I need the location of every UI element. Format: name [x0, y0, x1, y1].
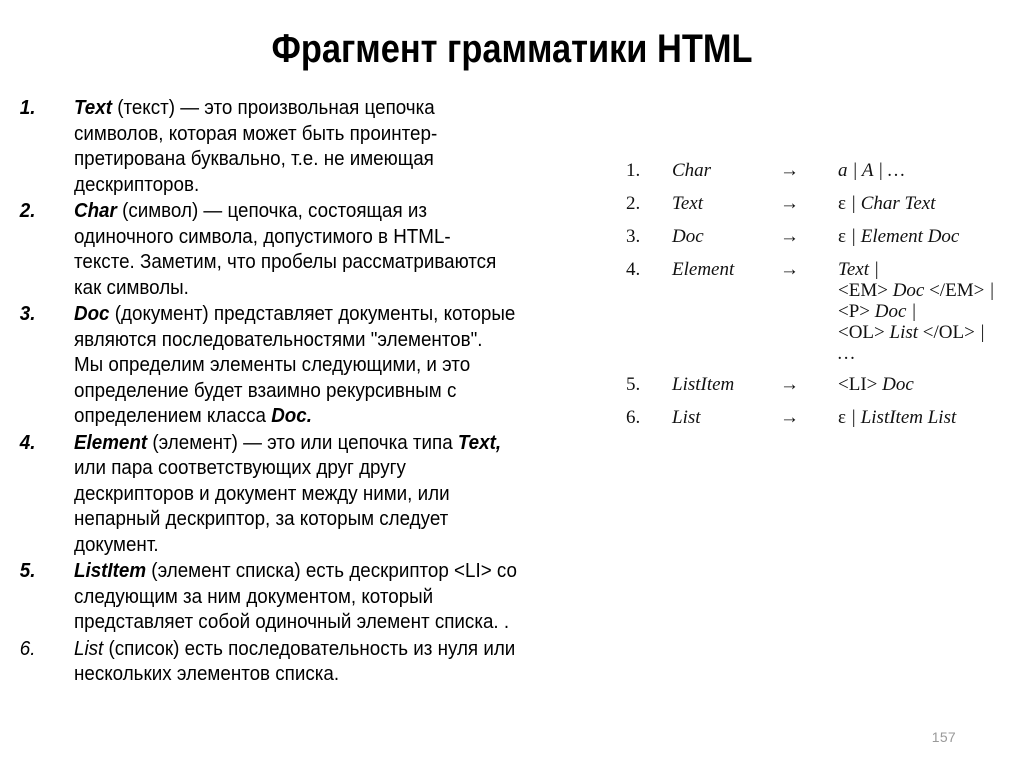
grammar-rule-rhs [838, 407, 1024, 428]
grammar-rule-lhs: Doc [672, 226, 704, 247]
definition-line [74, 379, 583, 405]
grammar-rule-rhs [838, 160, 1024, 181]
definition-line-text: (список) есть последовательность из нуля или [103, 637, 516, 660]
definition-line-text: нескольких элементов списка. [74, 663, 340, 685]
grammar-rules-list [626, 160, 1024, 440]
definition-line [74, 637, 583, 663]
definition-line [74, 456, 583, 482]
definition-line [74, 302, 583, 328]
grammar-rule [626, 160, 1024, 181]
grammar-rule-number: 1. [626, 160, 641, 181]
definition-number: 3. [19, 303, 36, 325]
grammar-alternative: <OL> List </OL> | [838, 322, 985, 343]
definition-trailing-term: Doc. [271, 405, 312, 427]
definition-item [16, 96, 616, 198]
grammar-alternative: a | A | … [838, 160, 905, 181]
definition-term: Doc [74, 303, 110, 325]
grammar-alternative: ε | Element Doc [838, 226, 960, 247]
definition-number: 1. [19, 97, 36, 119]
definition-line [74, 225, 583, 251]
definition-line-text: Мы определим элементы следующими, и это [74, 354, 471, 376]
grammar-alternative: <EM> Doc </EM> | [838, 280, 995, 301]
grammar-rule-number: 2. [626, 193, 641, 214]
definition-number: 4. [19, 431, 36, 454]
grammar-arrow-icon: → [780, 407, 799, 428]
definition-line [74, 250, 583, 276]
definition-line [74, 96, 583, 122]
definition-line [74, 662, 583, 688]
definition-line [74, 353, 583, 379]
grammar-rule [626, 193, 1024, 214]
grammar-rule-number: 4. [626, 259, 641, 280]
definition-line-text: представляет собой одиночный элемент списка. . [74, 611, 510, 633]
definition-term: List [74, 637, 104, 660]
definition-item [16, 559, 616, 636]
definition-line-text: следующим за ним документом, который [74, 585, 434, 608]
grammar-rule-lhs: List [672, 407, 701, 428]
definition-number: 2. [19, 200, 36, 222]
grammar-rule-rhs [838, 226, 1024, 247]
grammar-arrow-icon: → [780, 259, 799, 280]
definition-line-text: (текст) — это произвольная цепочка [111, 97, 435, 119]
definition-text [74, 302, 583, 430]
grammar-rule-rhs [838, 259, 1024, 364]
definition-text [74, 199, 583, 301]
definition-line-text: (элемент списка) есть дескриптор <LI> со [146, 560, 517, 582]
definition-line-text: тексте. Заметим, что пробелы рассматриваются [74, 251, 497, 273]
grammar-rule [626, 226, 1024, 247]
grammar-arrow-icon: → [780, 374, 799, 395]
grammar-rule-lhs: Text [672, 193, 703, 214]
definition-line-text: являются последовательностями "элементов". [74, 328, 483, 351]
definition-line-text: символов, которая может быть проинтер- [74, 122, 438, 145]
grammar-rule-lhs: ListItem [672, 374, 735, 395]
grammar-rule-number: 6. [626, 407, 641, 428]
definition-line-text: (документ) представляет документы, которые [109, 303, 516, 325]
definition-line [74, 610, 583, 636]
definition-text [74, 559, 583, 636]
grammar-rule [626, 407, 1024, 428]
definition-item [16, 431, 616, 559]
grammar-arrow-icon: → [780, 193, 799, 214]
definition-line-text: как символы. [74, 276, 189, 299]
grammar-rule-rhs [838, 374, 1024, 395]
definition-line [74, 147, 583, 173]
grammar-alternative: <P> Doc | [838, 301, 917, 322]
definitions-list [16, 96, 616, 689]
definition-line-text: (элемент) — это или цепочка типа [147, 431, 458, 454]
definition-text [74, 431, 583, 559]
definition-number: 6. [19, 637, 36, 660]
grammar-arrow-icon: → [780, 226, 799, 247]
definition-line [74, 199, 583, 225]
definition-line-text: одиночного символа, допустимого в HTML- [74, 225, 451, 248]
grammar-rule [626, 374, 1024, 395]
definition-text [74, 637, 583, 688]
grammar-alternative: ε | ListItem List [838, 407, 957, 428]
definition-line-text: дескрипторов и документ между ними, или [74, 482, 450, 505]
grammar-alternative: <LI> Doc [838, 374, 914, 395]
definition-line [74, 482, 583, 508]
definition-line-text: претирована буквально, т.е. не имеющая [74, 148, 434, 170]
definition-line [74, 122, 583, 148]
page-title: Фрагмент грамматики HTML [271, 27, 753, 71]
definition-line [74, 276, 583, 302]
definition-line [74, 559, 583, 585]
definition-line-text: дескрипторов. [74, 173, 200, 196]
page-number: 157 [931, 729, 956, 745]
definition-line [74, 328, 583, 354]
definition-line [74, 585, 583, 611]
definition-line-text: документ. [74, 533, 159, 556]
definition-line [74, 404, 583, 430]
definition-term: Text [74, 97, 112, 119]
definition-line [74, 431, 583, 457]
definition-term: ListItem [74, 560, 147, 582]
definition-item [16, 199, 616, 301]
definition-item [16, 302, 616, 430]
grammar-rule-lhs: Char [672, 160, 712, 181]
definition-line [74, 173, 583, 199]
definition-line-text: или пара соответствующих друг другу [74, 457, 406, 479]
grammar-alternative: … [838, 343, 855, 364]
definition-text [74, 96, 583, 198]
definition-line [74, 533, 583, 559]
definition-number: 5. [19, 560, 36, 582]
definition-inline-term: Text, [457, 431, 502, 454]
grammar-arrow-icon: → [780, 160, 799, 181]
grammar-alternative: ε | Char Text [838, 193, 936, 214]
definition-line-text: определение будет взаимно рекурсивным с [74, 379, 457, 402]
grammar-rule-rhs [838, 193, 1024, 214]
grammar-alternative: Text | [838, 259, 879, 280]
grammar-rule [626, 259, 1024, 364]
definition-term: Element [74, 431, 148, 454]
definition-line [74, 507, 583, 533]
definition-line-text: (символ) — цепочка, состоящая из [116, 200, 427, 222]
definition-term: Char [74, 200, 117, 222]
grammar-rule-number: 3. [626, 226, 641, 247]
definition-line-text: непарный дескриптор, за которым следует [74, 508, 449, 530]
definition-item [16, 637, 616, 688]
definition-line-text: определением класса [74, 405, 272, 427]
grammar-rule-lhs: Element [672, 259, 735, 280]
grammar-rule-number: 5. [626, 374, 641, 395]
